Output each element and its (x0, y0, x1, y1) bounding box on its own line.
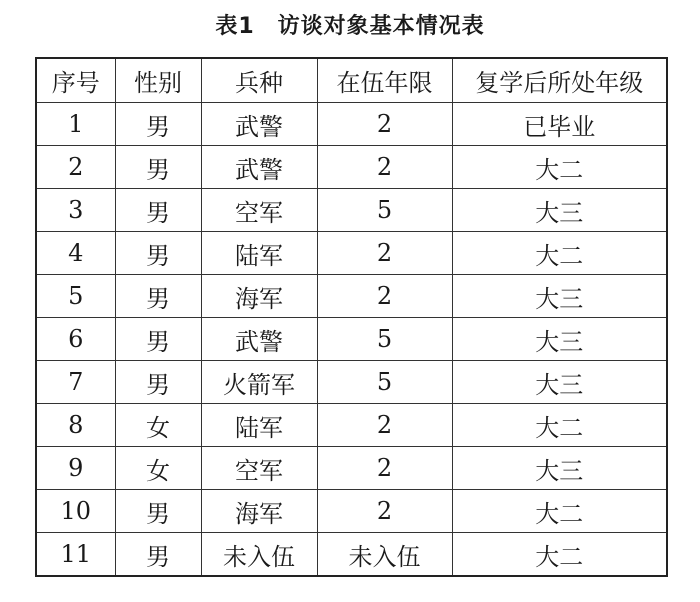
table-row (36, 533, 667, 577)
cell-index: 11 (36, 533, 115, 577)
header-service-years: 在伍年限 (317, 58, 452, 103)
interviewee-table (35, 57, 668, 577)
cell-branch: 武警 (201, 103, 317, 146)
cell-index: 10 (36, 490, 115, 533)
table-row (36, 447, 667, 490)
cell-grade: 大三 (452, 447, 667, 490)
cell-grade: 大二 (452, 146, 667, 189)
header-index: 序号 (36, 58, 115, 103)
table-caption: 表1 访谈对象基本情况表 (215, 14, 485, 39)
cell-gender: 男 (115, 103, 201, 146)
table-row (36, 189, 667, 232)
cell-branch: 火箭军 (201, 361, 317, 404)
cell-branch: 海军 (201, 275, 317, 318)
cell-index: 4 (36, 232, 115, 275)
cell-branch: 未入伍 (201, 533, 317, 577)
cell-grade: 大二 (452, 232, 667, 275)
cell-service-years: 2 (317, 404, 452, 447)
header-gender: 性别 (115, 58, 201, 103)
cell-branch: 武警 (201, 318, 317, 361)
cell-gender: 男 (115, 232, 201, 275)
cell-service-years: 2 (317, 103, 452, 146)
cell-index: 9 (36, 447, 115, 490)
table-row (36, 232, 667, 275)
cell-gender: 女 (115, 447, 201, 490)
table-row (36, 404, 667, 447)
cell-gender: 男 (115, 146, 201, 189)
cell-service-years: 2 (317, 490, 452, 533)
cell-service-years: 2 (317, 146, 452, 189)
cell-service-years: 5 (317, 189, 452, 232)
table-row (36, 275, 667, 318)
cell-grade: 大三 (452, 361, 667, 404)
cell-service-years: 2 (317, 447, 452, 490)
cell-index: 6 (36, 318, 115, 361)
cell-branch: 陆军 (201, 404, 317, 447)
cell-gender: 男 (115, 189, 201, 232)
table-body (36, 103, 667, 577)
cell-index: 1 (36, 103, 115, 146)
cell-gender: 男 (115, 361, 201, 404)
cell-branch: 空军 (201, 189, 317, 232)
cell-service-years: 2 (317, 275, 452, 318)
cell-grade: 大三 (452, 189, 667, 232)
cell-gender: 男 (115, 490, 201, 533)
cell-service-years: 未入伍 (317, 533, 452, 577)
cell-gender: 男 (115, 533, 201, 577)
table-row (36, 361, 667, 404)
cell-index: 8 (36, 404, 115, 447)
cell-grade: 大三 (452, 275, 667, 318)
header-branch: 兵种 (201, 58, 317, 103)
table-row (36, 490, 667, 533)
header-row (36, 58, 667, 103)
cell-service-years: 5 (317, 318, 452, 361)
table-row (36, 103, 667, 146)
cell-service-years: 2 (317, 232, 452, 275)
cell-grade: 大二 (452, 404, 667, 447)
header-grade: 复学后所处年级 (452, 58, 667, 103)
cell-index: 7 (36, 361, 115, 404)
cell-index: 2 (36, 146, 115, 189)
cell-index: 5 (36, 275, 115, 318)
cell-branch: 海军 (201, 490, 317, 533)
cell-branch: 武警 (201, 146, 317, 189)
cell-branch: 空军 (201, 447, 317, 490)
cell-index: 3 (36, 189, 115, 232)
cell-service-years: 5 (317, 361, 452, 404)
cell-gender: 男 (115, 275, 201, 318)
cell-grade: 大二 (452, 533, 667, 577)
table-row (36, 146, 667, 189)
cell-grade: 大三 (452, 318, 667, 361)
table-row (36, 318, 667, 361)
cell-grade: 已毕业 (452, 103, 667, 146)
cell-gender: 女 (115, 404, 201, 447)
table-header (36, 58, 667, 103)
cell-gender: 男 (115, 318, 201, 361)
cell-grade: 大二 (452, 490, 667, 533)
cell-branch: 陆军 (201, 232, 317, 275)
